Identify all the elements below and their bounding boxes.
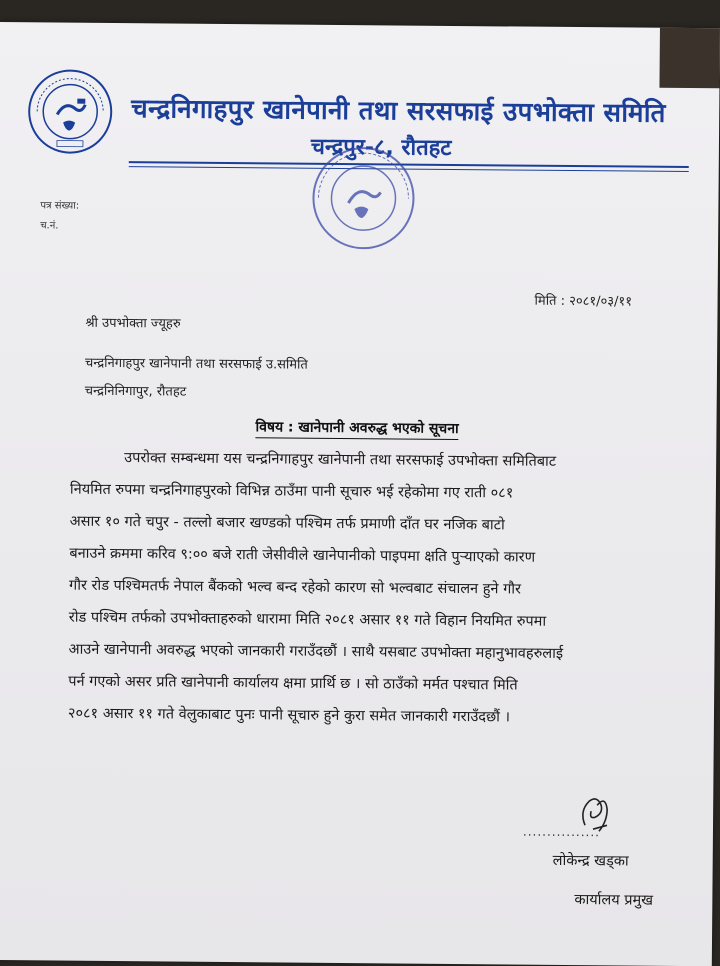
org-address: चन्द्रपुर-८, रौतहट bbox=[310, 134, 452, 161]
body-line: बनाउने क्रममा करिव ९:०० बजे राती जेसीवीले खानेपानीको पाइपमा क्षति पुर्‍याएको कारण bbox=[69, 545, 536, 566]
body-line: उपरोक्त सम्बन्धमा यस चन्द्रनिगाहपुर खानेपानी तथा सरसफाई उपभोक्ता समितिबाट bbox=[124, 450, 557, 470]
background-corner bbox=[659, 28, 720, 89]
subject-line: विषय : खानेपानी अवरुद्ध भएको सूचना bbox=[255, 417, 458, 440]
body-line: रोड पश्चिम तर्फको उपभोक्ताहरुको धारामा मिति २०८१ असार ११ गते विहान नियमित रुपमा bbox=[68, 609, 547, 630]
letter-date: मिति : २०८१/०३/११ bbox=[534, 293, 633, 310]
body-line: असार १० गते चपुर - तल्लो बजार खण्डको पश्चिम तर्फ प्रमाणी दाँत घर नजिक बाटो bbox=[69, 513, 505, 534]
body-line: आउने खानेपानी अवरुद्ध भएको जानकारी गराउँदछौं । साथै यसबाट उपभोक्ता महानुभावहरुलाई bbox=[68, 641, 564, 662]
dispatch-number-label: च.नं. bbox=[40, 220, 59, 232]
reference-number-label: पत्र संख्या: bbox=[40, 200, 80, 212]
recipient-line-2: चन्द्रनिगाहपुर खानेपानी तथा सरसफाई उ.समिति bbox=[84, 355, 308, 373]
body-line: पर्न गएको असर प्रति खानेपानी कार्यालय क्षमा प्रार्थि छ । सो ठाउँको मर्मत पश्चात मिति bbox=[68, 673, 518, 694]
office-stamp-seal bbox=[308, 143, 419, 254]
body-line: नियमित रुपमा चन्द्रनिगाहपुरको विभिन्न ठाउँमा पानी सूचारु भई रहेकोमा गए राती ०८१ bbox=[69, 481, 514, 502]
signatory-title: कार्यालय प्रमुख bbox=[574, 892, 654, 909]
letter-sheet bbox=[0, 22, 720, 966]
signature-line: ................ bbox=[522, 824, 601, 840]
body-line: गौर रोड पश्चिमतर्फ नेपाल बैंकको भल्व बन्द रहेको कारण सो भल्वबाट संचालन हुने गौर bbox=[69, 577, 522, 598]
recipient-line-1: श्री उपभोक्ता ज्यूहरु bbox=[85, 315, 181, 332]
body-line: २०८१ असार ११ गते वेलुकाबाट पुनः पानी सूचारु हुने कुरा समेत जानकारी गराउँदछौं । bbox=[67, 705, 511, 726]
signatory-name: लोकेन्द्र खड्का bbox=[552, 852, 629, 870]
org-name-heading: चन्द्रनिगाहपुर खानेपानी तथा सरसफाई उपभोक्ता समिति bbox=[131, 94, 666, 129]
recipient-line-3: चन्द्रनिनिगापुर, रौतहट bbox=[84, 383, 187, 400]
committee-seal-logo bbox=[27, 68, 114, 155]
